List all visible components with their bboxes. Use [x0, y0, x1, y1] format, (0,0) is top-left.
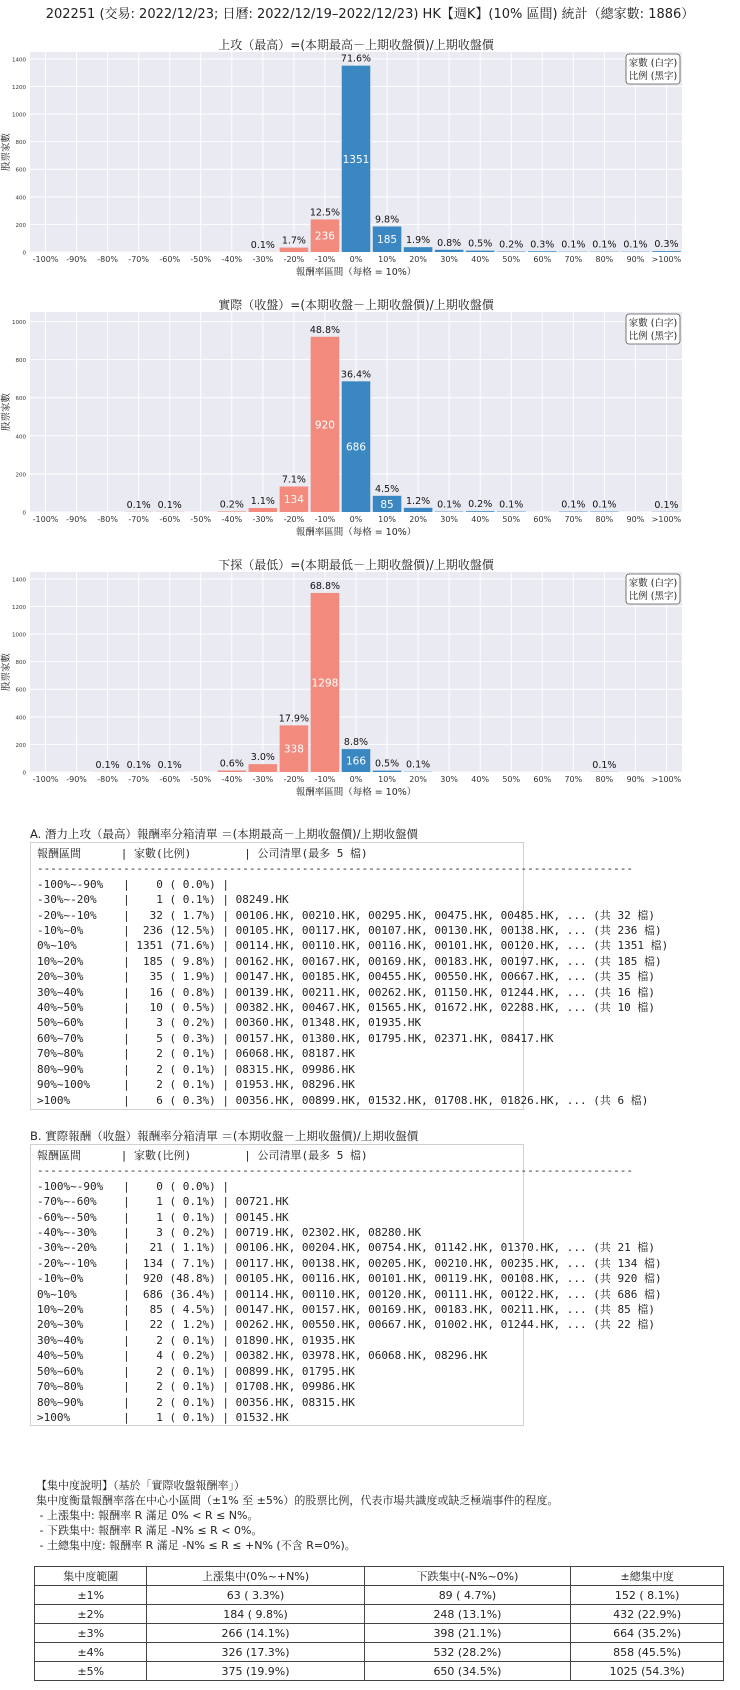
x-tick-label: 30% [440, 775, 459, 784]
table-cell: ±5% [35, 1662, 147, 1681]
y-tick-label: 200 [15, 472, 26, 479]
table-cell: ±4% [35, 1643, 147, 1662]
y-tick-label: 400 [15, 195, 26, 202]
bar-percent-label: 71.6% [340, 53, 372, 65]
x-tick-label: 50% [502, 515, 521, 524]
bar-count-label: 1298 [311, 677, 339, 690]
bar-percent-label: 0.1% [126, 759, 151, 771]
x-tick-label: -60% [159, 775, 181, 784]
bar-percent-label: 0.1% [592, 239, 617, 251]
bar-count-label: 185 [377, 234, 398, 247]
list-row: -70%~-60% | 1 ( 0.1%) | 00721.HK [37, 1195, 289, 1209]
x-tick-label: 40% [471, 775, 490, 784]
x-tick-label: 20% [409, 515, 427, 524]
x-tick-label: -10% [314, 255, 336, 264]
x-tick-label: -80% [97, 515, 118, 524]
bar-percent-label: 1.7% [281, 235, 306, 247]
list-row: -10%~0% | 920 (48.8%) | 00105.HK, 00116.HK, 00101.HK, 00119.HK, 00108.HK, ... (共 920 檔) [37, 1272, 662, 1286]
bar-percent-label: 0.1% [406, 759, 431, 771]
y-tick-label: 400 [15, 715, 26, 722]
x-tick-label: -30% [252, 515, 274, 524]
x-tick-label: 70% [564, 775, 583, 784]
x-tick-label: >100% [651, 255, 682, 264]
legend-text: 家數 (白字) [628, 58, 678, 69]
bar-percent-label: 0.1% [250, 239, 275, 251]
table-cell: 432 (22.9%) [571, 1605, 724, 1624]
bar-percent-label: 0.5% [468, 238, 493, 250]
histogram-bar [466, 251, 495, 252]
list-row: 20%~30% | 22 ( 1.2%) | 00262.HK, 00550.HK, 00667.HK, 01002.HK, 01244.HK, ... (共 22 檔) [37, 1318, 656, 1332]
table-cell: 1025 (54.3%) [571, 1662, 724, 1681]
y-tick-label: 600 [15, 396, 26, 403]
bar-percent-label: 48.8% [309, 324, 341, 336]
bar-percent-label: 1.1% [250, 496, 275, 507]
table-row [35, 1662, 724, 1681]
table-header-row [35, 1567, 724, 1586]
list-row: 70%~80% | 2 ( 0.1%) | 06068.HK, 08187.HK [37, 1047, 355, 1061]
list-row: 10%~20% | 185 ( 9.8%) | 00162.HK, 00167.HK, 00169.HK, 00183.HK, 00197.HK, ... (共 185 檔) [37, 954, 662, 968]
x-tick-label: 50% [502, 775, 521, 784]
note-line: - 土總集中度: 報酬率 R 滿足 -N% ≤ R ≤ +N% (不含 R=0%)。 [36, 1539, 356, 1552]
table-cell: 152 ( 8.1%) [571, 1586, 724, 1605]
x-tick-label: >100% [651, 775, 682, 784]
x-tick-label: -80% [97, 775, 118, 784]
bar-percent-label: 0.1% [126, 499, 151, 511]
y-axis-label: 股票家數 [1, 132, 12, 172]
list-row: 0%~10% | 686 (36.4%) | 00114.HK, 00110.HK, 00120.HK, 00111.HK, 00122.HK, ... (共 686 檔) [37, 1287, 662, 1301]
x-tick-label: -100% [32, 515, 59, 524]
chart-close [0, 298, 740, 548]
x-tick-label: -50% [190, 255, 212, 264]
histogram-bar [435, 250, 464, 252]
list-row: 30%~40% | 16 ( 0.8%) | 00139.HK, 00211.HK, 00262.HK, 01150.HK, 01244.HK, ... (共 16 檔) [37, 985, 656, 999]
x-tick-label: 60% [533, 255, 552, 264]
x-tick-label: 80% [595, 255, 614, 264]
x-tick-label: -60% [159, 255, 181, 264]
list-row: 0%~10% | 1351 (71.6%) | 00114.HK, 00110.HK, 00116.HK, 00101.HK, 00120.HK, ... (共 1351 檔) [37, 939, 669, 953]
x-tick-label: 10% [378, 515, 396, 524]
histogram-bar [404, 247, 433, 252]
table-cell: 63 ( 3.3%) [147, 1586, 364, 1605]
concentration-note [36, 1478, 558, 1553]
bar-percent-label: 0.6% [219, 758, 244, 770]
table-cell: 532 (28.2%) [364, 1643, 571, 1662]
y-tick-label: 1200 [12, 84, 26, 91]
list-row: -20%~-10% | 134 ( 7.1%) | 00117.HK, 00138.HK, 00205.HK, 00210.HK, 00235.HK, ... (共 134 檔) [37, 1256, 662, 1270]
bar-percent-label: 0.1% [95, 759, 120, 771]
bar-count-label: 166 [345, 755, 367, 768]
bar-percent-label: 36.4% [340, 369, 372, 381]
x-axis-label: 報酬率區間（每格 = 10%） [295, 527, 417, 538]
x-tick-label: 20% [409, 255, 427, 264]
bar-percent-label: 68.8% [309, 580, 341, 592]
histogram-bar [218, 770, 247, 772]
list-row: 80%~90% | 2 ( 0.1%) | 00356.HK, 08315.HK [37, 1395, 355, 1409]
bar-count-label: 85 [380, 498, 394, 511]
y-tick-label: 1200 [12, 604, 26, 611]
histogram-bar [528, 251, 557, 252]
list-row: ------------------------------------------------------------------------------------------ [37, 1164, 634, 1178]
bar-percent-label: 1.9% [406, 235, 431, 247]
table-cell: 375 (19.9%) [147, 1662, 364, 1681]
y-tick-label: 600 [15, 687, 26, 694]
x-tick-label: 90% [626, 775, 645, 784]
x-tick-label: 30% [440, 515, 459, 524]
y-tick-label: 400 [15, 434, 26, 441]
chart-title: 上攻（最高）=(本期最高－上期收盤價)/上期收盤價 [218, 38, 494, 52]
table-cell: 398 (21.1%) [364, 1624, 571, 1643]
y-tick-label: 0 [22, 770, 26, 777]
list-row: 報酬區間 | 家數(比例) | 公司清單(最多 5 檔) [37, 847, 368, 860]
bar-percent-label: 4.5% [374, 483, 400, 495]
x-tick-label: -10% [314, 515, 336, 524]
table-cell: 184 ( 9.8%) [147, 1605, 364, 1624]
bar-percent-label: 0.1% [592, 499, 617, 511]
section-b-panel [30, 1144, 662, 1426]
x-tick-label: -80% [97, 255, 118, 264]
x-tick-label: 50% [502, 255, 521, 264]
bar-percent-label: 0.2% [219, 499, 244, 511]
x-tick-label: -100% [32, 775, 59, 784]
page-title: 202251 (交易: 2022/12/23; 日曆: 2022/12/19–2022/12/23) HK【週K】(10% 區間) 統計（總家數: 1886） [45, 7, 695, 22]
histogram-bar [249, 508, 278, 512]
x-tick-label: 70% [564, 515, 583, 524]
list-row: 50%~60% | 2 ( 0.1%) | 00899.HK, 01795.HK [37, 1364, 355, 1378]
x-tick-label: -20% [283, 515, 305, 524]
header-cell: 下跌集中(-N%~0%) [364, 1567, 571, 1586]
chart-lower [0, 558, 740, 808]
histogram-bar [404, 508, 433, 512]
table-cell: ±3% [35, 1624, 147, 1643]
bar-percent-label: 9.8% [374, 214, 400, 226]
list-row: 90%~100% | 2 ( 0.1%) | 01953.HK, 08296.HK [37, 1078, 355, 1092]
header-cell: 上漲集中(0%~+N%) [147, 1567, 364, 1586]
list-row: -60%~-50% | 1 ( 0.1%) | 00145.HK [37, 1210, 289, 1224]
x-axis-label: 報酬率區間（每格 = 10%） [295, 267, 417, 278]
table-cell: 248 (13.1%) [364, 1605, 571, 1624]
section-a-heading: A. 潛力上攻（最高）報酬率分箱清單 ＝(本期最高－上期收盤價)/上期收盤價 [30, 827, 418, 841]
bar-count-label: 338 [283, 743, 304, 756]
x-tick-label: 0% [349, 255, 363, 264]
bar-count-label: 920 [314, 419, 335, 432]
x-tick-label: 60% [533, 515, 552, 524]
x-tick-label: -70% [128, 255, 150, 264]
x-tick-label: -10% [314, 775, 336, 784]
list-row: -100%~-90% | 0 ( 0.0%) | [37, 1179, 230, 1193]
x-tick-label: -20% [283, 775, 305, 784]
table-row [35, 1605, 724, 1624]
list-row: 40%~50% | 10 ( 0.5%) | 00382.HK, 00467.HK, 01565.HK, 01672.HK, 02288.HK, ... (共 10 檔) [37, 1001, 656, 1015]
x-tick-label: -70% [128, 775, 150, 784]
x-tick-label: -40% [221, 775, 243, 784]
list-row: -20%~-10% | 32 ( 1.7%) | 00106.HK, 00210.HK, 00295.HK, 00475.HK, 00485.HK, ... (共 32 檔) [37, 908, 656, 922]
table-cell: 858 (45.5%) [571, 1643, 724, 1662]
x-tick-label: -90% [66, 255, 87, 264]
bar-percent-label: 8.8% [343, 737, 369, 749]
bar-percent-label: 0.1% [499, 499, 524, 511]
x-tick-label: -90% [66, 515, 87, 524]
x-tick-label: 20% [409, 775, 427, 784]
bar-percent-label: 3.0% [250, 752, 275, 764]
concentration-table [34, 1566, 724, 1681]
bar-percent-label: 7.1% [281, 474, 306, 486]
bar-percent-label: 0.1% [561, 499, 586, 511]
x-tick-label: -40% [221, 255, 243, 264]
y-tick-label: 1000 [12, 320, 26, 327]
histogram-bar [466, 511, 495, 512]
bar-count-label: 686 [345, 441, 367, 454]
legend-text: 比例 (黑字) [628, 71, 678, 82]
bar-percent-label: 0.1% [623, 239, 648, 251]
histogram-bar [280, 248, 309, 252]
list-row: 20%~30% | 35 ( 1.9%) | 00147.HK, 00185.HK, 00455.HK, 00550.HK, 00667.HK, ... (共 35 檔) [37, 970, 656, 984]
legend-text: 家數 (白字) [628, 578, 678, 589]
note-line: - 上漲集中: 報酬率 R 滿足 0% < R ≤ N%。 [36, 1509, 259, 1522]
x-tick-label: -20% [283, 255, 305, 264]
list-row: -40%~-30% | 3 ( 0.2%) | 00719.HK, 02302.HK, 08280.HK [37, 1226, 422, 1240]
y-axis-label: 股票家數 [1, 392, 12, 432]
x-tick-label: 80% [595, 515, 614, 524]
list-row: 50%~60% | 3 ( 0.2%) | 00360.HK, 01348.HK, 01935.HK [37, 1016, 422, 1030]
x-tick-label: -100% [32, 255, 59, 264]
table-cell: 89 ( 4.7%) [364, 1586, 571, 1605]
bar-percent-label: 0.2% [468, 499, 493, 511]
list-row: -100%~-90% | 0 ( 0.0%) | [37, 877, 230, 891]
x-tick-label: -50% [190, 515, 212, 524]
list-row: >100% | 6 ( 0.3%) | 00356.HK, 00899.HK, 01532.HK, 01708.HK, 01826.HK, ... (共 6 檔) [37, 1093, 649, 1107]
histogram-bar [218, 511, 247, 512]
bar-percent-label: 1.2% [406, 495, 431, 507]
list-row: -30%~-20% | 1 ( 0.1%) | 08249.HK [37, 893, 289, 907]
list-row: -30%~-20% | 21 ( 1.1%) | 00106.HK, 00204.HK, 00754.HK, 01142.HK, 01370.HK, ... (共 21 檔) [37, 1241, 656, 1255]
y-tick-label: 800 [15, 358, 26, 365]
bar-percent-label: 0.8% [437, 237, 462, 249]
section-b-heading: B. 實際報酬（收盤）報酬率分箱清單 ＝(本期收盤－上期收盤價)/上期收盤價 [30, 1129, 419, 1143]
list-row: 60%~70% | 5 ( 0.3%) | 00157.HK, 01380.HK, 01795.HK, 02371.HK, 08417.HK [37, 1031, 554, 1045]
y-tick-label: 0 [22, 250, 26, 257]
bar-percent-label: 17.9% [278, 713, 309, 725]
y-tick-label: 1400 [12, 577, 26, 584]
table-row [35, 1643, 724, 1662]
bar-percent-label: 0.1% [592, 759, 617, 771]
list-row: 80%~90% | 2 ( 0.1%) | 08315.HK, 09986.HK [37, 1062, 355, 1076]
list-row: 30%~40% | 2 ( 0.1%) | 01890.HK, 01935.HK [37, 1333, 355, 1347]
y-tick-label: 1400 [12, 57, 26, 64]
list-row: 70%~80% | 2 ( 0.1%) | 01708.HK, 09986.HK [37, 1380, 355, 1394]
x-tick-label: 70% [564, 255, 583, 264]
y-tick-label: 200 [15, 742, 26, 749]
legend-text: 家數 (白字) [628, 318, 678, 329]
bar-percent-label: 0.1% [437, 499, 462, 511]
y-tick-label: 600 [15, 167, 26, 174]
bar-count-label: 236 [314, 230, 335, 243]
bar-percent-label: 0.3% [654, 239, 679, 251]
histogram-bar [373, 771, 402, 772]
x-tick-label: 30% [440, 255, 459, 264]
table-row [35, 1624, 724, 1643]
bar-percent-label: 0.2% [499, 239, 524, 251]
x-tick-label: -50% [190, 775, 212, 784]
note-line: 集中度衡量報酬率落在中心小區間（±1% 至 ±5%）的股票比例，代表市場共識度或缺乏極端事件的程度。 [36, 1494, 559, 1507]
y-tick-label: 800 [15, 140, 26, 147]
x-axis-label: 報酬率區間（每格 = 10%） [295, 787, 417, 798]
bar-percent-label: 0.1% [561, 239, 586, 251]
bar-percent-label: 0.1% [157, 499, 182, 511]
x-tick-label: -30% [252, 775, 274, 784]
y-tick-label: 200 [15, 222, 26, 229]
section-a-panel [30, 842, 669, 1110]
x-tick-label: 10% [378, 255, 396, 264]
x-tick-label: 80% [595, 775, 614, 784]
table-row [35, 1586, 724, 1605]
note-line: 【集中度說明】（基於「實際收盤報酬率」） [36, 1479, 245, 1492]
table-cell: ±2% [35, 1605, 147, 1624]
bar-percent-label: 0.1% [157, 759, 182, 771]
list-row: 報酬區間 | 家數(比例) | 公司清單(最多 5 檔) [37, 1149, 368, 1162]
table-cell: 326 (17.3%) [147, 1643, 364, 1662]
list-row: 10%~20% | 85 ( 4.5%) | 00147.HK, 00157.HK, 00169.HK, 00183.HK, 00211.HK, ... (共 85 檔) [37, 1303, 656, 1317]
x-tick-label: 10% [378, 775, 396, 784]
chart-title: 下探（最低）=(本期最低－上期收盤價)/上期收盤價 [218, 558, 494, 572]
x-tick-label: -60% [159, 515, 181, 524]
bar-percent-label: 12.5% [309, 207, 341, 219]
histogram-bar [652, 251, 681, 252]
bar-percent-label: 0.5% [374, 758, 400, 770]
x-tick-label: 0% [349, 775, 363, 784]
histogram-bar [249, 764, 278, 772]
y-tick-label: 1000 [12, 112, 26, 119]
list-row: -10%~0% | 236 (12.5%) | 00105.HK, 00117.HK, 00107.HK, 00130.HK, 00138.HK, ... (共 236 檔) [37, 924, 662, 938]
y-tick-label: 0 [22, 510, 26, 517]
x-tick-label: 90% [626, 515, 645, 524]
bar-percent-label: 0.1% [654, 499, 679, 511]
table-cell: 650 (34.5%) [364, 1662, 571, 1681]
y-axis-label: 股票家數 [1, 652, 12, 692]
table-cell: 266 (14.1%) [147, 1624, 364, 1643]
header-cell: 集中度範圍 [35, 1567, 147, 1586]
legend-text: 比例 (黑字) [628, 331, 678, 342]
list-row: 40%~50% | 4 ( 0.2%) | 00382.HK, 03978.HK, 06068.HK, 08296.HK [37, 1349, 488, 1363]
x-tick-label: 60% [533, 775, 552, 784]
x-tick-label: -70% [128, 515, 150, 524]
x-tick-label: 40% [471, 515, 490, 524]
y-tick-label: 800 [15, 660, 26, 667]
x-tick-label: 0% [349, 515, 363, 524]
x-tick-label: >100% [651, 515, 682, 524]
table-cell: 664 (35.2%) [571, 1624, 724, 1643]
table-cell: ±1% [35, 1586, 147, 1605]
x-tick-label: 40% [471, 255, 490, 264]
bar-count-label: 1351 [342, 153, 370, 166]
x-tick-label: -90% [66, 775, 87, 784]
chart-upper [0, 38, 740, 288]
x-tick-label: -40% [221, 515, 243, 524]
bar-percent-label: 0.3% [530, 239, 555, 251]
list-row: >100% | 1 ( 0.1%) | 01532.HK [37, 1410, 289, 1424]
header-cell: ±總集中度 [571, 1567, 724, 1586]
chart-title: 實際（收盤）=(本期收盤－上期收盤價)/上期收盤價 [218, 298, 494, 312]
y-tick-label: 1000 [12, 632, 26, 639]
legend-text: 比例 (黑字) [628, 591, 678, 602]
x-tick-label: 90% [626, 255, 645, 264]
list-row: ------------------------------------------------------------------------------------------ [37, 862, 634, 876]
x-tick-label: -30% [252, 255, 274, 264]
note-line: - 下跌集中: 報酬率 R 滿足 -N% ≤ R < 0%。 [36, 1524, 263, 1537]
bar-count-label: 134 [283, 494, 304, 507]
